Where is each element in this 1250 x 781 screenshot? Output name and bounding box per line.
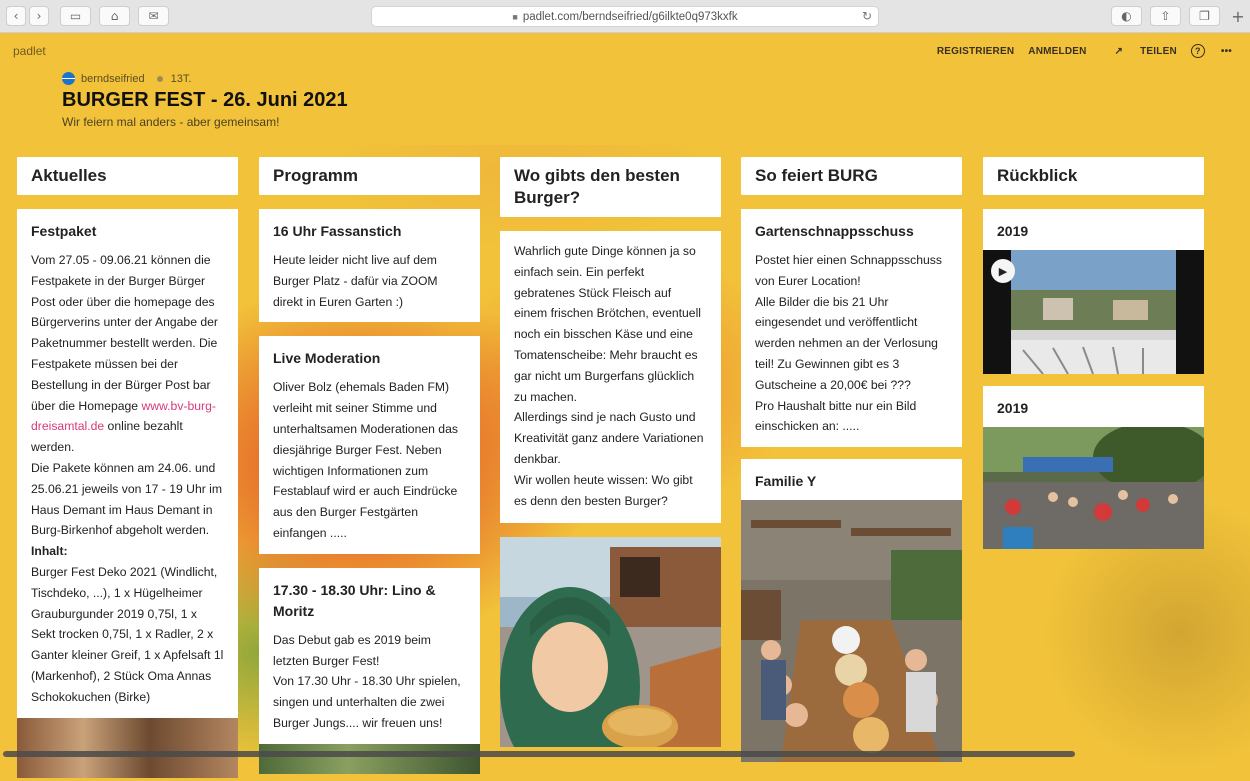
header-actions [923, 44, 1232, 58]
video-thumbnail[interactable] [983, 250, 1204, 374]
post-title: 17.30 - 18.30 Uhr: Lino & Moritz [273, 581, 436, 619]
share-arrow-icon: ↗ [1114, 45, 1124, 57]
sidebar-button[interactable] [60, 6, 91, 26]
chevron-left-icon: ‹ [13, 9, 19, 23]
post-card[interactable] [259, 336, 480, 553]
post-body [17, 246, 238, 718]
column-title: Rückblick [983, 157, 1204, 195]
post-text: Das Debut gab es 2019 beim letzten Burger Fest! [273, 632, 431, 668]
post-title: Gartenschnappsschuss [755, 223, 914, 239]
column-title: Aktuelles [17, 157, 238, 195]
post-text: Von 17.30 Uhr - 18.30 Uhr spielen, singen und unterhalten die zwei Burger Jungs.... wir freuen uns! [273, 674, 461, 730]
post-card[interactable] [17, 209, 238, 778]
post-card[interactable] [259, 568, 480, 774]
post-body [741, 246, 962, 447]
post-photo[interactable] [17, 718, 238, 778]
post-text: Wir wollen heute wissen: Wo gibt es denn den besten Burger? [514, 472, 693, 508]
post-text: Vom 27.05 - 09.06.21 können die Festpakete in der Burger Bürger Post oder über die homepage des Bürgerverins unter der Angabe der Paketnummer bestellt werden. Die Festpakete müssen bei der Bestellung in der Bürger Post bar über die Homepage [31, 253, 218, 413]
column-title: Programm [259, 157, 480, 195]
post-card[interactable] [983, 386, 1204, 549]
chevron-right-icon: › [36, 9, 42, 23]
browser-toolbar [0, 0, 1250, 33]
post-photo[interactable] [259, 744, 480, 774]
column-rueckblick [983, 157, 1204, 549]
separator-dot [157, 76, 163, 82]
column-programm [259, 157, 480, 774]
post-card[interactable] [500, 231, 721, 523]
share-label: TEILEN [1140, 45, 1177, 57]
new-tab-button[interactable] [1229, 6, 1247, 26]
post-card[interactable] [500, 537, 721, 747]
avatar [62, 72, 75, 85]
help-icon[interactable]: ? [1191, 44, 1205, 58]
post-text: Postet hier einen Schnappsschuss von Eurer Location! [755, 253, 942, 288]
column-title: So feiert BURG [741, 157, 962, 195]
column-title: Wo gibts den besten Burger? [500, 157, 721, 217]
page-subtitle: Wir feiern mal anders - aber gemeinsam! [62, 115, 280, 129]
post-body [259, 626, 480, 744]
reload-icon[interactable]: ↻ [861, 9, 872, 23]
register-link[interactable]: REGISTRIEREN [936, 45, 1015, 57]
post-text: Die Pakete können am 24.06. und 25.06.21 jeweils von 17 - 19 Uhr im Haus Demant im Haus Demant in Burg-Birkenhof abgeholt werden. [31, 460, 223, 538]
login-link[interactable]: ANMELDEN [1028, 45, 1087, 57]
column-so-feiert-burg [741, 157, 962, 762]
post-title: Familie Y [755, 473, 817, 490]
share-link[interactable] [1101, 46, 1177, 57]
post-card[interactable] [741, 209, 962, 447]
post-title: 2019 [997, 400, 1029, 416]
more-icon[interactable]: ••• [1220, 45, 1232, 57]
post-photo[interactable] [500, 537, 721, 747]
post-body [500, 231, 721, 523]
back-button[interactable] [6, 6, 26, 26]
mail-icon: ✉ [148, 9, 159, 23]
author-name[interactable]: berndseifried [81, 72, 145, 85]
post-text: Burger Fest Deko 2021 (Windlicht, Tischdeko, ...), 1 x Hügelheimer Grauburgunder 2019 0,75l, 1 x Sekt trocken 0,75l, 1 x Radler, 2 x Ganter kleiner Greif, 1 x Apfelsaft 1l (Markenhof), 2 Stück Oma Annas Schokokuchen (Birke) [31, 564, 224, 704]
post-link[interactable]: www.bv-burg-dreisamtal.de [31, 398, 216, 434]
forward-button[interactable] [29, 6, 49, 26]
post-age: 13T. [170, 72, 192, 85]
url-text: padlet.com/berndseifried/g6ilkte0q973kxfk [522, 10, 738, 23]
post-title: 16 Uhr Fassanstich [273, 223, 402, 239]
plus-icon: + [1231, 6, 1245, 26]
post-title: Festpaket [31, 223, 97, 239]
child-with-burger-photo [500, 537, 721, 747]
home-button[interactable] [99, 6, 130, 26]
post-photo[interactable] [983, 427, 1204, 549]
post-title: Live Moderation [273, 350, 381, 367]
post-body: Heute leider nicht live auf dem Burger Platz - dafür via ZOOM direkt in Euren Garten :) [273, 253, 438, 309]
play-icon[interactable]: ▶ [991, 259, 1015, 283]
post-text: Alle Bilder die bis 21 Uhr eingesendet und veröffentlicht werden nehmen an der Verlosung teil! Zu Gewinnen gibt es 3 Gutscheine a 20,00€ bei ??? [755, 294, 938, 392]
column-burger [500, 157, 721, 747]
share-button[interactable] [1150, 6, 1181, 26]
post-text: Pro Haushalt bitte nur ein Bild einschicken an: ..... [755, 398, 917, 434]
share-icon: ⇧ [1160, 9, 1171, 23]
lock-icon: ■ [512, 11, 518, 22]
tabs-icon: ❐ [1199, 9, 1210, 23]
column-aktuelles [17, 157, 238, 778]
address-bar[interactable] [371, 6, 879, 27]
family-table-photo [741, 500, 962, 762]
post-text: Wahrlich gute Dinge können ja so einfach sein. Ein perfekt gebratenes Stück Fleisch auf einem frischen Brötchen, eventuell noch ein bisschen Käse und eine Tomatenscheibe: Mehr braucht es gar nicht um Burgerfans glücklich zu machen. [514, 244, 701, 404]
shield-icon: ◐ [1121, 9, 1132, 23]
post-card[interactable] [259, 209, 480, 322]
festival-square-video [983, 250, 1204, 374]
author-line [62, 72, 191, 85]
tabs-button[interactable] [1189, 6, 1220, 26]
post-text: Allerdings sind je nach Gusto und Kreativität ganz andere Variationen denkbar. [514, 410, 704, 466]
festival-crowd-photo [983, 427, 1204, 549]
page-title: BURGER FEST - 26. Juni 2021 [62, 89, 348, 111]
home-icon: ⌂ [110, 9, 119, 23]
post-subheading: Inhalt: [31, 544, 68, 559]
post-title: 2019 [997, 223, 1029, 239]
padlet-logo[interactable]: padlet [13, 44, 46, 58]
post-body: Oliver Bolz (ehemals Baden FM) verleiht mit seiner Stimme und unterhaltsamen Moderationen das diesjährige Burger Fest. Neben wichtigen Informationen zum Festablauf wird er auch Eindrücke aus den Burger Festgärten einfangen ..... [273, 380, 458, 540]
post-photo[interactable] [741, 500, 962, 762]
post-card[interactable] [983, 209, 1204, 374]
sidebar-icon: ▭ [69, 9, 82, 23]
post-card[interactable] [741, 459, 962, 762]
post-text: online bezahlt werden. [31, 419, 183, 455]
horizontal-scrollbar[interactable] [3, 751, 1075, 757]
mail-button[interactable] [138, 6, 169, 26]
shield-button[interactable] [1111, 6, 1142, 26]
